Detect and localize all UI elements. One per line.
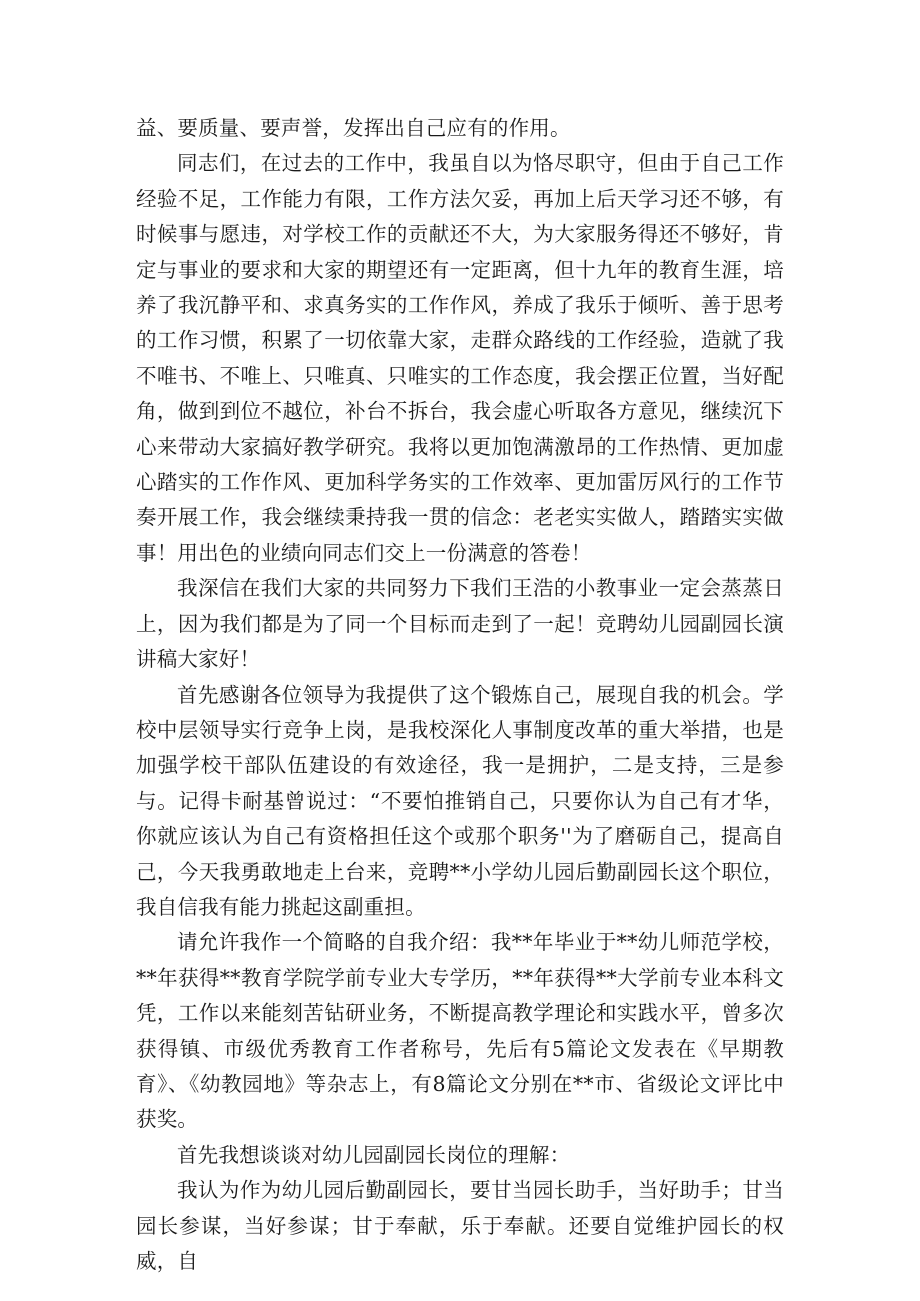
paragraph-2: 同志们，在过去的工作中，我虽自以为恪尽职守，但由于自己工作经验不足，工作能力有限，工作方法欠妥，再加上后天学习还不够，有时候事与愿违，对学校工作的贡献还不大，为大家服务得还不够好，肯定与事业的要求和大家的期望还有一定距离，但十九年的教育生涯，培养了我沉静平和、求真务实的工作作风，养成了我乐于倾听、善于思考的工作习惯，积累了一切依靠大家，走群众路线的工作经验，造就了我不唯书、不唯上、只唯真、只唯实的工作态度，我会摆正位置，当好配角，做到到位不越位，补台不拆台，我会虚心听取各方意见，继续沉下心来带动大家搞好教学研究。我将以更加饱满激昂的工作热情、更加虚心踏实的工作作风、更加科学务实的工作效率、更加雷厉风行的工作节奏开展工作，我会继续秉持我一贯的信念：老老实实做人，踏踏实实做事！用出色的业绩向同志们交上一份满意的答卷！ — [136, 151, 784, 565]
paragraph-7: 我认为作为幼儿园后勤副园长，要甘当园长助手，当好助手；甘当园长参谋，当好参谋；甘于奉献，乐于奉献。还要自觉维护园长的权威，自 — [136, 1178, 784, 1273]
paragraph-4: 首先感谢各位领导为我提供了这个锻炼自己，展现自我的机会。学校中层领导实行竞争上岗，是我校深化人事制度改革的重大举措，也是加强学校干部队伍建设的有效途径，我一是拥护，二是支持，三是参与。记得卡耐基曾说过：“不要怕推销自己，只要你认为自己有才华，你就应该认为自己有资格担任这个或那个职务''为了磨砺自己，提高自己，今天我勇敢地走上台来，竞聘**小学幼儿园后勤副园长这个职位，我自信我有能力挑起这副重担。 — [136, 682, 784, 919]
paragraph-3: 我深信在我们大家的共同努力下我们王浩的小教事业一定会蒸蒸日上，因为我们都是为了同一个目标而走到了一起！竞聘幼儿园副园长演讲稿大家好！ — [136, 576, 784, 672]
paragraph-5: 请允许我作一个简略的自我介绍：我**年毕业于**幼儿师范学校，**年获得**教育学院学前专业大专学历，**年获得**大学前专业本科文凭，工作以来能刻苦钻研业务，不断提高教学理论和实践水平，曾多次获得镇、市级优秀教育工作者称号，先后有5篇论文发表在《早期教育》、《幼教园地》等杂志上，有8篇论文分别在**市、省级论文评比中获奖。 — [136, 930, 784, 1132]
document-body — [136, 111, 784, 1279]
paragraph-6: 首先我想谈谈对幼儿园副园长岗位的理解： — [177, 1142, 571, 1167]
paragraph-1: 益、要质量、要声誉，发挥出自己应有的作用。 — [136, 116, 571, 140]
